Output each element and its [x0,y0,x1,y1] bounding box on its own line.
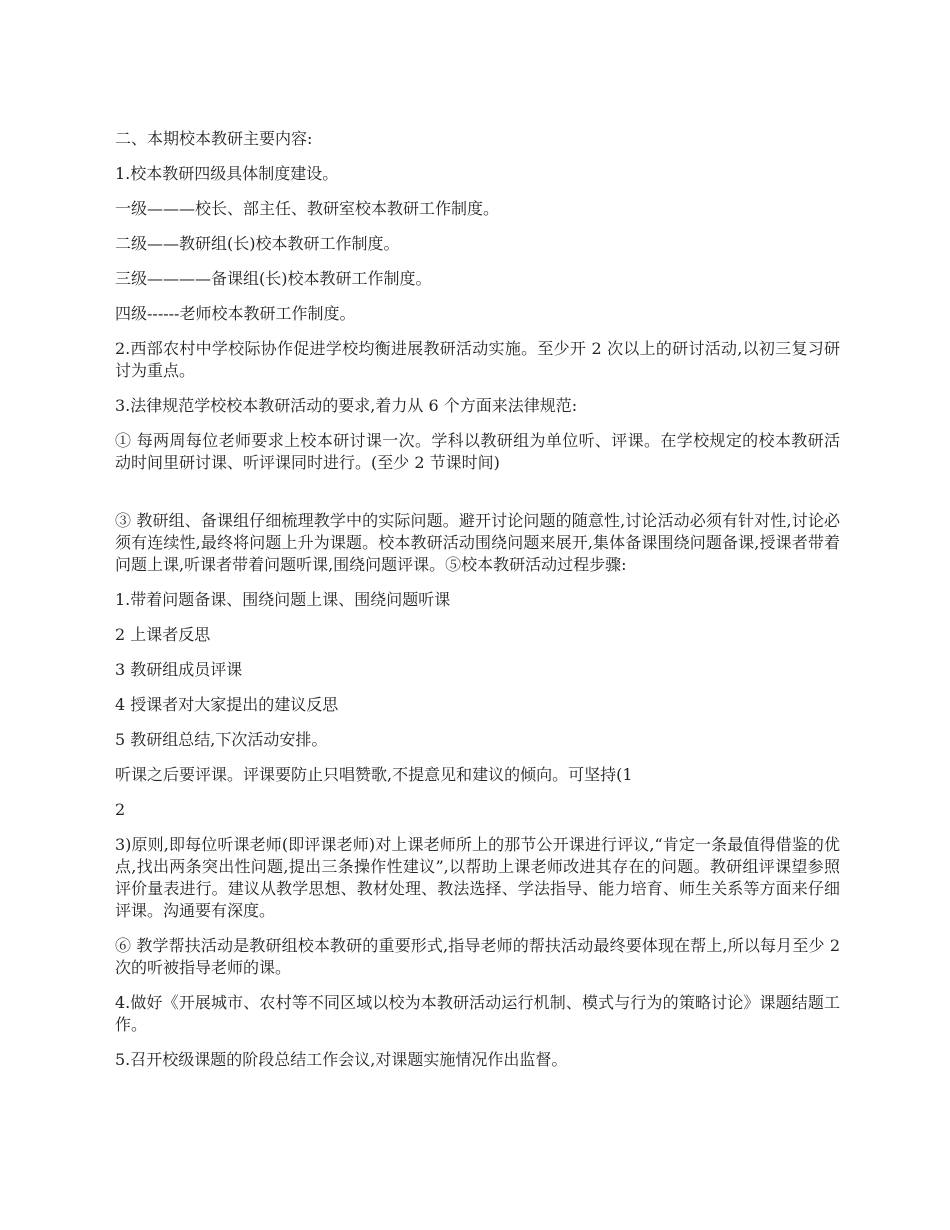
point-1-paragraph: ① 每两周每位老师要求上校本研讨课一次。学科以教研组为单位听、评课。在学校规定的校本教研活动时间里研讨课、听评课同时进行。(至少 2 节课时间) [115,431,840,472]
point-6-paragraph: ⑥ 教学帮扶活动是教研组校本教研的重要形式,指导老师的帮扶活动最终要体现在帮上,所以每月至少 2 次的听被指导老师的课。 [115,936,840,977]
level-3-line: 三级————备课组(长)校本教研工作制度。 [115,269,432,288]
level-2-line: 二级——教研组(长)校本教研工作制度。 [115,234,400,253]
level-4-line: 四级------老师校本教研工作制度。 [115,304,356,323]
step-3-line: 3 教研组成员评课 [115,660,243,679]
section-heading: 二、本期校本教研主要内容: [115,129,313,148]
evaluation-principle-paragraph: 3)原则,即每位听课老师(即评课老师)对上课老师所上的那节公开课进行评议,“肯定一条最值得借鉴的优点,找出两条突出性问题,提出三条操作性建议”,以帮助上课老师改进其存在的问题。教研组评课望参照评价量表进行。建议从教学思想、教材处理、教法选择、学法指导、能力培育、师生关系等方面来仔细评课。沟通要有深度。 [115,835,840,920]
item-4-paragraph: 4.做好《开展城市、农村等不同区域以校为本教研活动运行机制、模式与行为的策略讨论》课题结题工作。 [115,993,840,1034]
item-5-paragraph: 5.召开校级课题的阶段总结工作会议,对课题实施情况作出监督。 [115,1050,568,1069]
step-5-line: 5 教研组总结,下次活动安排。 [115,730,328,749]
item-3-paragraph: 3.法律规范学校校本教研活动的要求,着力从 6 个方面来法律规范: [115,396,578,415]
item-2-paragraph: 2.西部农村中学校际协作促进学校均衡进展教研活动实施。至少开 2 次以上的研讨活动,以初三复习研讨为重点。 [115,339,840,380]
step-4-line: 4 授课者对大家提出的建议反思 [115,695,339,714]
step-2-line: 2 上课者反思 [115,625,211,644]
document-page [115,128,840,1084]
point-3-paragraph: ③ 教研组、备课组仔细梳理教学中的实际问题。避开讨论问题的随意性,讨论活动必须有针对性,讨论必须有连续性,最终将问题上升为课题。校本教研活动围绕问题来展开,集体备课围绕问题备课,授课者带着问题上课,听课者带着问题听课,围绕问题评课。⑤校本教研活动过程步骤: [115,511,840,574]
evaluation-intro-line: 听课之后要评课。评课要防止只唱赞歌,不提意见和建议的倾向。可坚持(1 [115,765,633,784]
evaluation-number-line: 2 [115,800,126,819]
level-1-line: 一级———校长、部主任、教研室校本教研工作制度。 [115,199,500,218]
step-1-line: 1.带着问题备课、围绕问题上课、围绕问题听课 [115,590,451,609]
item-1-heading: 1.校本教研四级具体制度建设。 [115,164,339,183]
